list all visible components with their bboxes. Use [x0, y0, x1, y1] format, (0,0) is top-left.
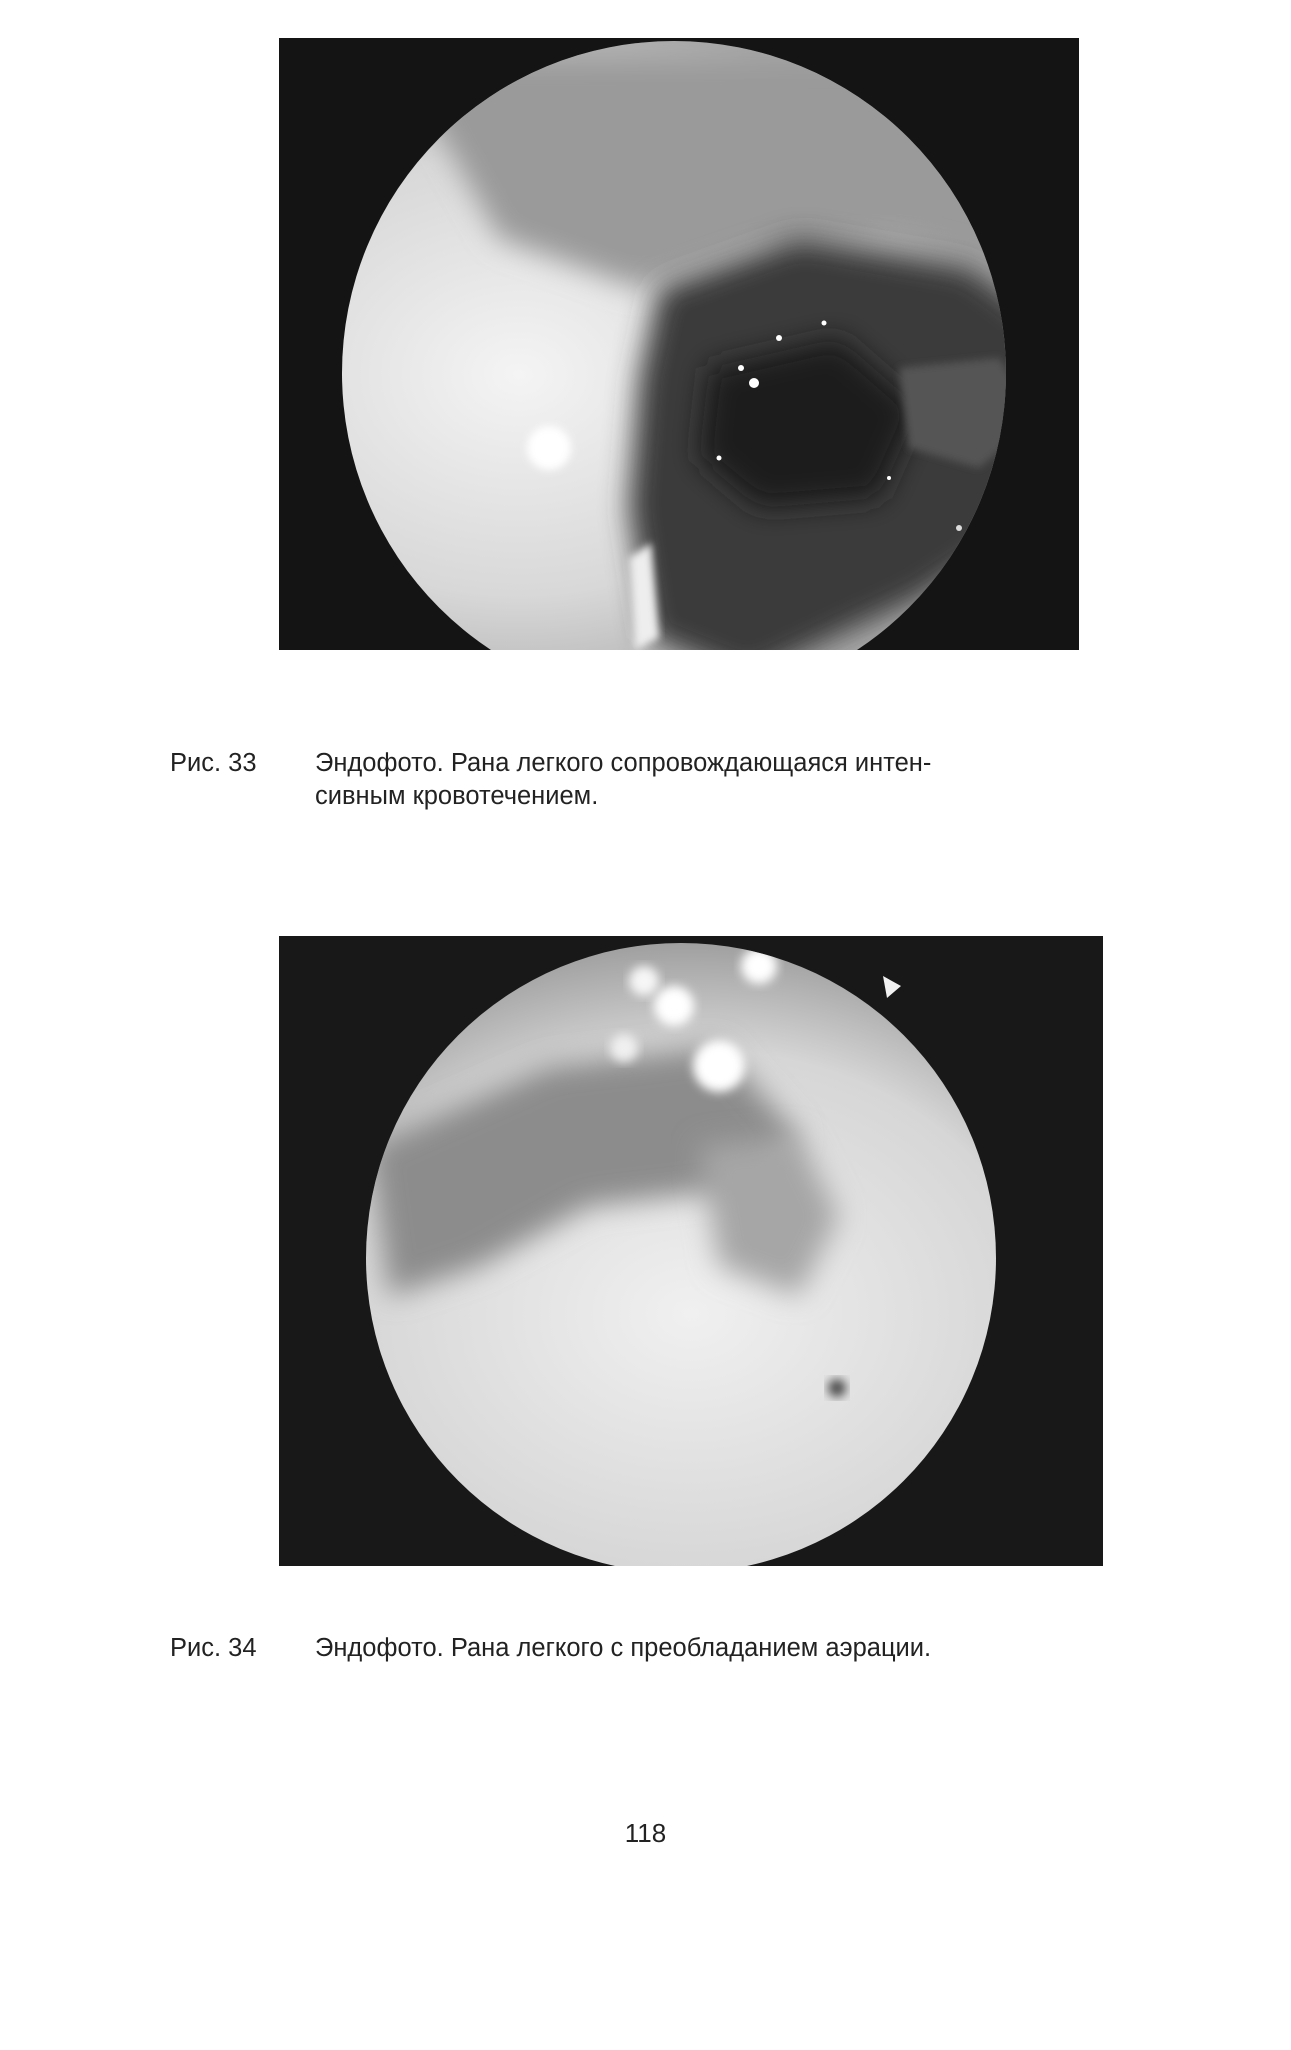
figure-label-34: Рис. 34: [170, 1634, 257, 1662]
figure-label-33: Рис. 33: [170, 749, 257, 777]
caption-line-2: сивным кровотечением.: [315, 782, 599, 810]
caption-line-1: Эндофото. Рана легкого с преобладанием аэрации.: [315, 1634, 932, 1662]
endoscopic-photo-34: [279, 936, 1103, 1566]
caption-line-1: Эндофото. Рана легкого сопровождающаяся интен-: [315, 749, 932, 777]
endoscopic-photo-34-image: [279, 936, 1103, 1566]
figure-caption-text-33: [315, 747, 1095, 813]
endoscopic-photo-33: [279, 38, 1079, 650]
endoscopic-photo-33-image: [279, 38, 1079, 650]
page-number: 118: [624, 1818, 667, 1848]
figure-caption-text-34: [315, 1632, 1095, 1665]
